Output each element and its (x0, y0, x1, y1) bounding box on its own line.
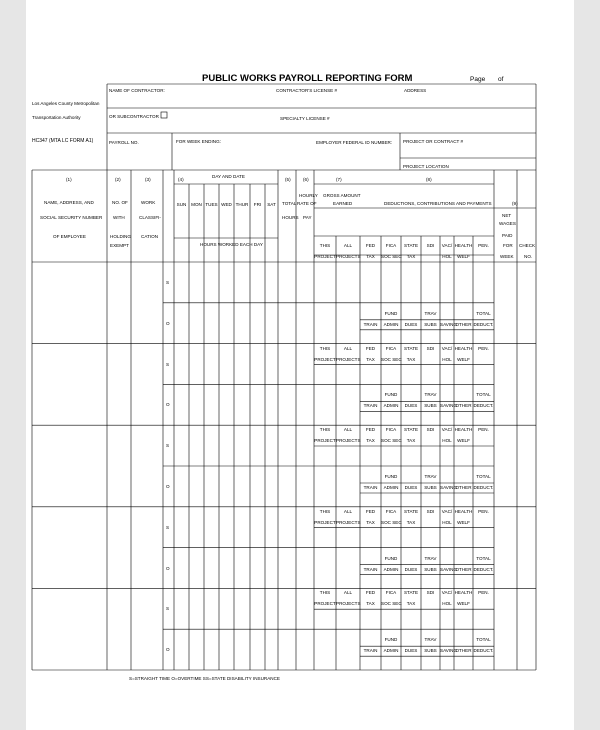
work-line-3: CATION (141, 234, 159, 239)
row-1-ded-bottom-0-line-2: TRAIN (363, 403, 378, 409)
header-ded-top-1-line-1: FICA (385, 243, 397, 248)
row-1-ded-top-4-line-2: HOL (442, 356, 452, 362)
day-header-thur: THUR (235, 202, 249, 207)
row-3-ded-top-2-line-2: TAX (406, 519, 416, 525)
row-2-this-project-line-1: THIS (319, 427, 331, 433)
row-2-straight-marker: S (166, 443, 170, 449)
row-4-ded-bottom-1-line-1: FUND (384, 637, 398, 643)
row-3-overtime-marker: O (166, 565, 170, 571)
total-hours-line-1: TOTAL (282, 201, 297, 206)
row-4-straight-marker: S (166, 606, 170, 612)
row-2-ded-top-2-line-1: STATE (403, 427, 419, 433)
check-no-line-1: CHECK (519, 243, 536, 248)
net-wages-line-4: FOR (503, 243, 513, 248)
col-num-7: (7) (336, 177, 342, 182)
row-2-ded-bottom-4-line-2: SAVING (440, 485, 458, 490)
row-1-this-project-line-1: THIS (319, 345, 331, 351)
row-4-ded-bottom-0-line-2: TRAIN (363, 648, 378, 654)
col-num-6: (6) (303, 177, 309, 182)
row-3-ded-top-0-line-2: TAX (366, 519, 375, 525)
row-0-overtime-marker: O (166, 320, 170, 326)
row-0-ded-bottom-6-line-2: DEDUCT. (473, 321, 494, 327)
row-1-ded-bottom-3-line-2: SUBS (424, 403, 437, 409)
employer-federal-id-label: EMPLOYER FEDERAL ID NUMBER: (316, 140, 393, 145)
specialty-license-label: SPECIALTY LICENSE # (280, 116, 330, 121)
header-ded-top-5-line-1: HEALTH (454, 243, 473, 248)
row-4-all-projects-line-2: PROJECTS (336, 601, 361, 607)
header-ded-top-6-line-1: PEN. (478, 243, 489, 248)
row-4-ded-bottom-1-line-2: ADMIN (383, 648, 399, 654)
hourly-rate-line-1: HOURLY (299, 193, 318, 198)
day-and-date-label: DAY AND DATE (212, 174, 245, 179)
row-3-ded-top-4-line-2: HOL (442, 519, 452, 525)
row-2-ded-top-1-line-2: SOC SEC (381, 438, 402, 444)
row-4-overtime-marker: O (166, 647, 170, 653)
row-0-ded-bottom-5-line-2: OTHER (455, 321, 472, 327)
row-1-ded-top-3-line-1: SDI (426, 345, 435, 351)
header-ded-top-0-line-2: TAX (366, 254, 375, 259)
form-code: HC347 (MTA LC FORM A1) (32, 138, 94, 144)
row-3-ded-bottom-3-line-2: SUBS (424, 566, 437, 572)
or-subcontractor-label: OR SUBCONTRACTOR (109, 114, 159, 119)
row-3-this-project-line-2: PROJECT (314, 519, 336, 525)
row-2-ded-bottom-5-line-2: OTHER (455, 485, 472, 490)
row-3-ded-bottom-2-line-2: DUES (404, 566, 418, 572)
row-2-ded-top-5-line-2: WELF (457, 438, 470, 444)
row-0-ded-bottom-3-line-2: SUBS (424, 321, 437, 327)
contractor-license-label: CONTRACTOR'S LICENSE # (276, 88, 338, 93)
row-2-ded-bottom-1-line-2: ADMIN (383, 485, 399, 490)
col-num-8: (8) (426, 177, 432, 182)
gross-amount-line-2: EARNED (333, 201, 353, 206)
row-3-ded-top-0-line-1: FED (365, 508, 376, 514)
row-2-ded-top-1-line-1: FICA (385, 427, 397, 433)
row-3-ded-top-1-line-2: SOC SEC (381, 519, 402, 525)
day-header-mon: MON (191, 202, 202, 207)
row-2-ded-top-0-line-1: FED (365, 427, 376, 433)
row-2-ded-top-2-line-2: TAX (406, 438, 416, 444)
row-4-ded-top-1-line-1: FICA (385, 590, 397, 596)
row-2-overtime-marker: O (166, 483, 170, 489)
row-2-ded-bottom-3-line-2: SUBS (424, 485, 437, 490)
row-2-ded-bottom-0-line-2: TRAIN (363, 485, 378, 490)
row-4-ded-top-4-line-1: VAC/ (441, 590, 453, 596)
col-num-9: (9) (512, 201, 518, 206)
row-2-all-projects-line-2: PROJECTS (336, 438, 361, 444)
agency-line-1: Los Angeles County Metropolitan (32, 101, 100, 106)
row-4-ded-top-5-line-2: WELF (457, 601, 470, 607)
row-2-ded-bottom-6-line-1: TOTAL (476, 474, 491, 479)
project-or-contract-label: PROJECT OR CONTRACT # (403, 139, 464, 144)
col-num-3: (3) (145, 177, 151, 182)
row-2-ded-top-0-line-2: TAX (366, 438, 375, 444)
row-3-ded-top-4-line-1: VAC/ (441, 508, 453, 514)
payroll-no-label: PAYROLL NO. (109, 140, 139, 145)
agency-line-2: Transportation Authority (32, 115, 81, 120)
row-4-ded-top-4-line-2: HOL (442, 601, 452, 607)
row-2-ded-top-4-line-2: HOL (442, 438, 452, 444)
row-1-ded-top-1-line-1: FICA (385, 345, 397, 351)
name-of-contractor-label: NAME OF CONTRACTOR: (109, 88, 165, 93)
check-no-line-2: NO. (524, 254, 533, 259)
footer-legend: S=STRAIGHT TIME O=OVERTIME SS=STATE DISABILITY INSURANCE (129, 676, 280, 681)
row-1-ded-bottom-6-line-2: DEDUCT. (473, 403, 494, 409)
row-3-ded-top-5-line-1: HEALTH (454, 508, 473, 514)
row-3-all-projects-line-1: ALL (343, 508, 353, 514)
gross-amount-line-1: GROSS AMOUNT (323, 193, 361, 198)
no-of-line-4: EXEMPT (110, 243, 129, 248)
row-4-ded-bottom-3-line-1: TRAV (424, 637, 437, 643)
net-wages-line-3: PAID (502, 233, 513, 238)
row-1-straight-marker: S (166, 361, 170, 367)
row-4-all-projects-line-1: ALL (343, 590, 353, 596)
col-num-4: (4) (178, 177, 184, 182)
row-1-ded-bottom-1-line-1: FUND (384, 392, 398, 398)
hourly-rate-line-3: PAY (303, 215, 312, 220)
row-1-ded-top-1-line-2: SOC SEC (381, 356, 402, 362)
row-3-straight-marker: S (166, 524, 170, 530)
row-0-ded-bottom-1-line-2: ADMIN (383, 321, 399, 327)
header-ded-top-1-line-2: SOC SEC (381, 254, 402, 259)
row-1-ded-top-4-line-1: VAC/ (441, 345, 453, 351)
row-2-this-project-line-2: PROJECT (314, 438, 336, 444)
row-4-ded-top-6-line-1: PEN. (478, 590, 489, 596)
hourly-rate-line-2: RATE OF (297, 201, 317, 206)
row-1-ded-top-0-line-1: FED (365, 345, 376, 351)
row-4-ded-top-5-line-1: HEALTH (454, 590, 473, 596)
header-all-projects-line-1: ALL (343, 243, 353, 248)
header-this-project-line-1: THIS (319, 243, 331, 248)
net-wages-line-5: WEEK (500, 254, 514, 259)
row-4-ded-bottom-4-line-2: SAVING (440, 648, 458, 654)
row-4-ded-top-0-line-1: FED (365, 590, 376, 596)
row-2-ded-top-6-line-1: PEN. (478, 427, 489, 433)
row-0-ded-bottom-6-line-1: TOTAL (476, 310, 491, 316)
row-3-ded-top-1-line-1: FICA (385, 508, 397, 514)
row-3-ded-top-5-line-2: WELF (457, 519, 470, 525)
work-line-1: WORK (141, 200, 156, 205)
row-1-ded-bottom-3-line-1: TRAV (424, 392, 437, 398)
row-3-ded-bottom-0-line-2: TRAIN (363, 566, 378, 572)
row-4-ded-bottom-6-line-2: DEDUCT. (473, 648, 494, 654)
row-1-ded-bottom-6-line-1: TOTAL (476, 392, 491, 398)
row-2-ded-bottom-2-line-2: DUES (404, 485, 418, 490)
row-2-ded-bottom-1-line-1: FUND (384, 474, 398, 479)
net-wages-line-2: WAGES (499, 221, 516, 226)
page-label: Page (470, 76, 486, 83)
no-of-line-2: WITH (113, 215, 125, 220)
row-0-ded-bottom-3-line-1: TRAV (424, 310, 437, 316)
row-2-ded-bottom-6-line-2: DEDUCT. (473, 485, 494, 490)
work-line-2: CLASSIFI- (139, 215, 161, 220)
net-wages-line-1: NET (502, 213, 512, 218)
row-2-ded-top-4-line-1: VAC/ (441, 427, 453, 433)
row-3-ded-bottom-4-line-2: SAVING (440, 566, 458, 572)
row-4-this-project-line-1: THIS (319, 590, 331, 596)
header-this-project-line-2: PROJECT (314, 254, 336, 259)
day-header-fri: FRI (253, 202, 262, 207)
name-header-line-1: NAME, ADDRESS, AND (44, 200, 94, 205)
row-4-ded-top-1-line-2: SOC SEC (381, 601, 402, 607)
for-week-ending-label: FOR WEEK ENDING: (176, 139, 221, 144)
row-1-overtime-marker: O (166, 402, 170, 408)
row-3-ded-top-6-line-1: PEN. (478, 508, 489, 514)
no-of-line-1: NO. OF (112, 200, 128, 205)
row-1-this-project-line-2: PROJECT (314, 356, 336, 362)
row-0-ded-bottom-1-line-1: FUND (384, 310, 398, 316)
day-header-tues: TUES (205, 202, 218, 207)
name-header-line-2: SOCIAL SECURITY NUMBER (40, 215, 103, 220)
row-0-ded-bottom-2-line-2: DUES (404, 321, 418, 327)
row-2-ded-bottom-3-line-1: TRAV (424, 474, 437, 479)
row-3-ded-bottom-1-line-2: ADMIN (383, 566, 399, 572)
day-header-sun: SUN (176, 202, 187, 207)
row-1-all-projects-line-2: PROJECTS (336, 356, 361, 362)
project-location-label: PROJECT LOCATION (403, 164, 449, 169)
row-3-ded-bottom-5-line-2: OTHER (455, 566, 472, 572)
row-2-ded-top-5-line-1: HEALTH (454, 427, 473, 433)
deductions-header: DEDUCTIONS, CONTRIBUTIONS AND PAYMENTS (384, 201, 492, 206)
row-0-ded-bottom-4-line-2: SAVING (440, 321, 458, 327)
row-1-ded-top-2-line-1: STATE (403, 345, 419, 351)
row-4-ded-bottom-5-line-2: OTHER (455, 648, 472, 654)
row-1-ded-top-5-line-1: HEALTH (454, 345, 473, 351)
no-of-line-3: HOLDING (110, 234, 131, 239)
row-4-ded-bottom-6-line-1: TOTAL (476, 637, 491, 643)
address-label: ADDRESS (404, 88, 427, 93)
header-ded-top-0-line-1: FED (365, 243, 376, 248)
row-3-ded-bottom-3-line-1: TRAV (424, 555, 437, 561)
hours-worked-each-day: HOURS WORKED EACH DAY (200, 242, 263, 247)
row-1-ded-top-5-line-2: WELF (457, 356, 470, 362)
row-3-ded-bottom-6-line-2: DEDUCT. (473, 566, 494, 572)
row-1-ded-bottom-1-line-2: ADMIN (383, 403, 399, 409)
row-1-all-projects-line-1: ALL (343, 345, 353, 351)
row-3-ded-top-3-line-1: SDI (426, 508, 435, 514)
col-num-5: (5) (285, 177, 291, 182)
row-3-all-projects-line-2: PROJECTS (336, 519, 361, 525)
name-header-line-3: OF EMPLOYEE (53, 234, 86, 239)
row-4-ded-top-3-line-1: SDI (426, 590, 435, 596)
row-3-ded-top-2-line-1: STATE (403, 508, 419, 514)
row-2-all-projects-line-1: ALL (343, 427, 353, 433)
of-label: of (498, 76, 504, 83)
row-4-ded-top-2-line-2: TAX (406, 601, 416, 607)
day-header-sat: SAT (267, 202, 276, 207)
header-all-projects-line-2: PROJECTS (336, 254, 361, 259)
header-ded-top-2-line-2: TAX (406, 254, 416, 259)
header-ded-top-2-line-1: STATE (403, 243, 419, 248)
row-3-ded-bottom-1-line-1: FUND (384, 555, 398, 561)
col-num-1: (1) (66, 177, 72, 182)
row-1-ded-top-0-line-2: TAX (366, 356, 375, 362)
row-4-ded-bottom-2-line-2: DUES (404, 648, 418, 654)
row-1-ded-top-6-line-1: PEN. (478, 345, 489, 351)
row-1-ded-bottom-2-line-2: DUES (404, 403, 418, 409)
row-4-ded-top-2-line-1: STATE (403, 590, 419, 596)
header-ded-top-3-line-1: SDI (426, 243, 435, 248)
header-ded-top-5-line-2: WELF (457, 254, 470, 259)
row-1-ded-bottom-5-line-2: OTHER (455, 403, 472, 409)
row-0-straight-marker: S (166, 279, 170, 285)
total-hours-line-2: HOURS (282, 215, 299, 220)
header-ded-top-4-line-2: HOL (442, 254, 452, 259)
row-4-ded-top-0-line-2: TAX (366, 601, 375, 607)
col-num-2: (2) (115, 177, 121, 182)
row-1-ded-bottom-4-line-2: SAVING (440, 403, 458, 409)
row-3-ded-bottom-6-line-1: TOTAL (476, 555, 491, 561)
row-4-this-project-line-2: PROJECT (314, 601, 336, 607)
day-header-wed: WED (221, 202, 232, 207)
row-3-this-project-line-1: THIS (319, 508, 331, 514)
form-title: PUBLIC WORKS PAYROLL REPORTING FORM (202, 73, 413, 84)
row-0-ded-bottom-0-line-2: TRAIN (363, 321, 378, 327)
row-2-ded-top-3-line-1: SDI (426, 427, 435, 433)
header-ded-top-4-line-1: VAC/ (441, 243, 453, 248)
row-4-ded-bottom-3-line-2: SUBS (424, 648, 437, 654)
row-1-ded-top-2-line-2: TAX (406, 356, 416, 362)
